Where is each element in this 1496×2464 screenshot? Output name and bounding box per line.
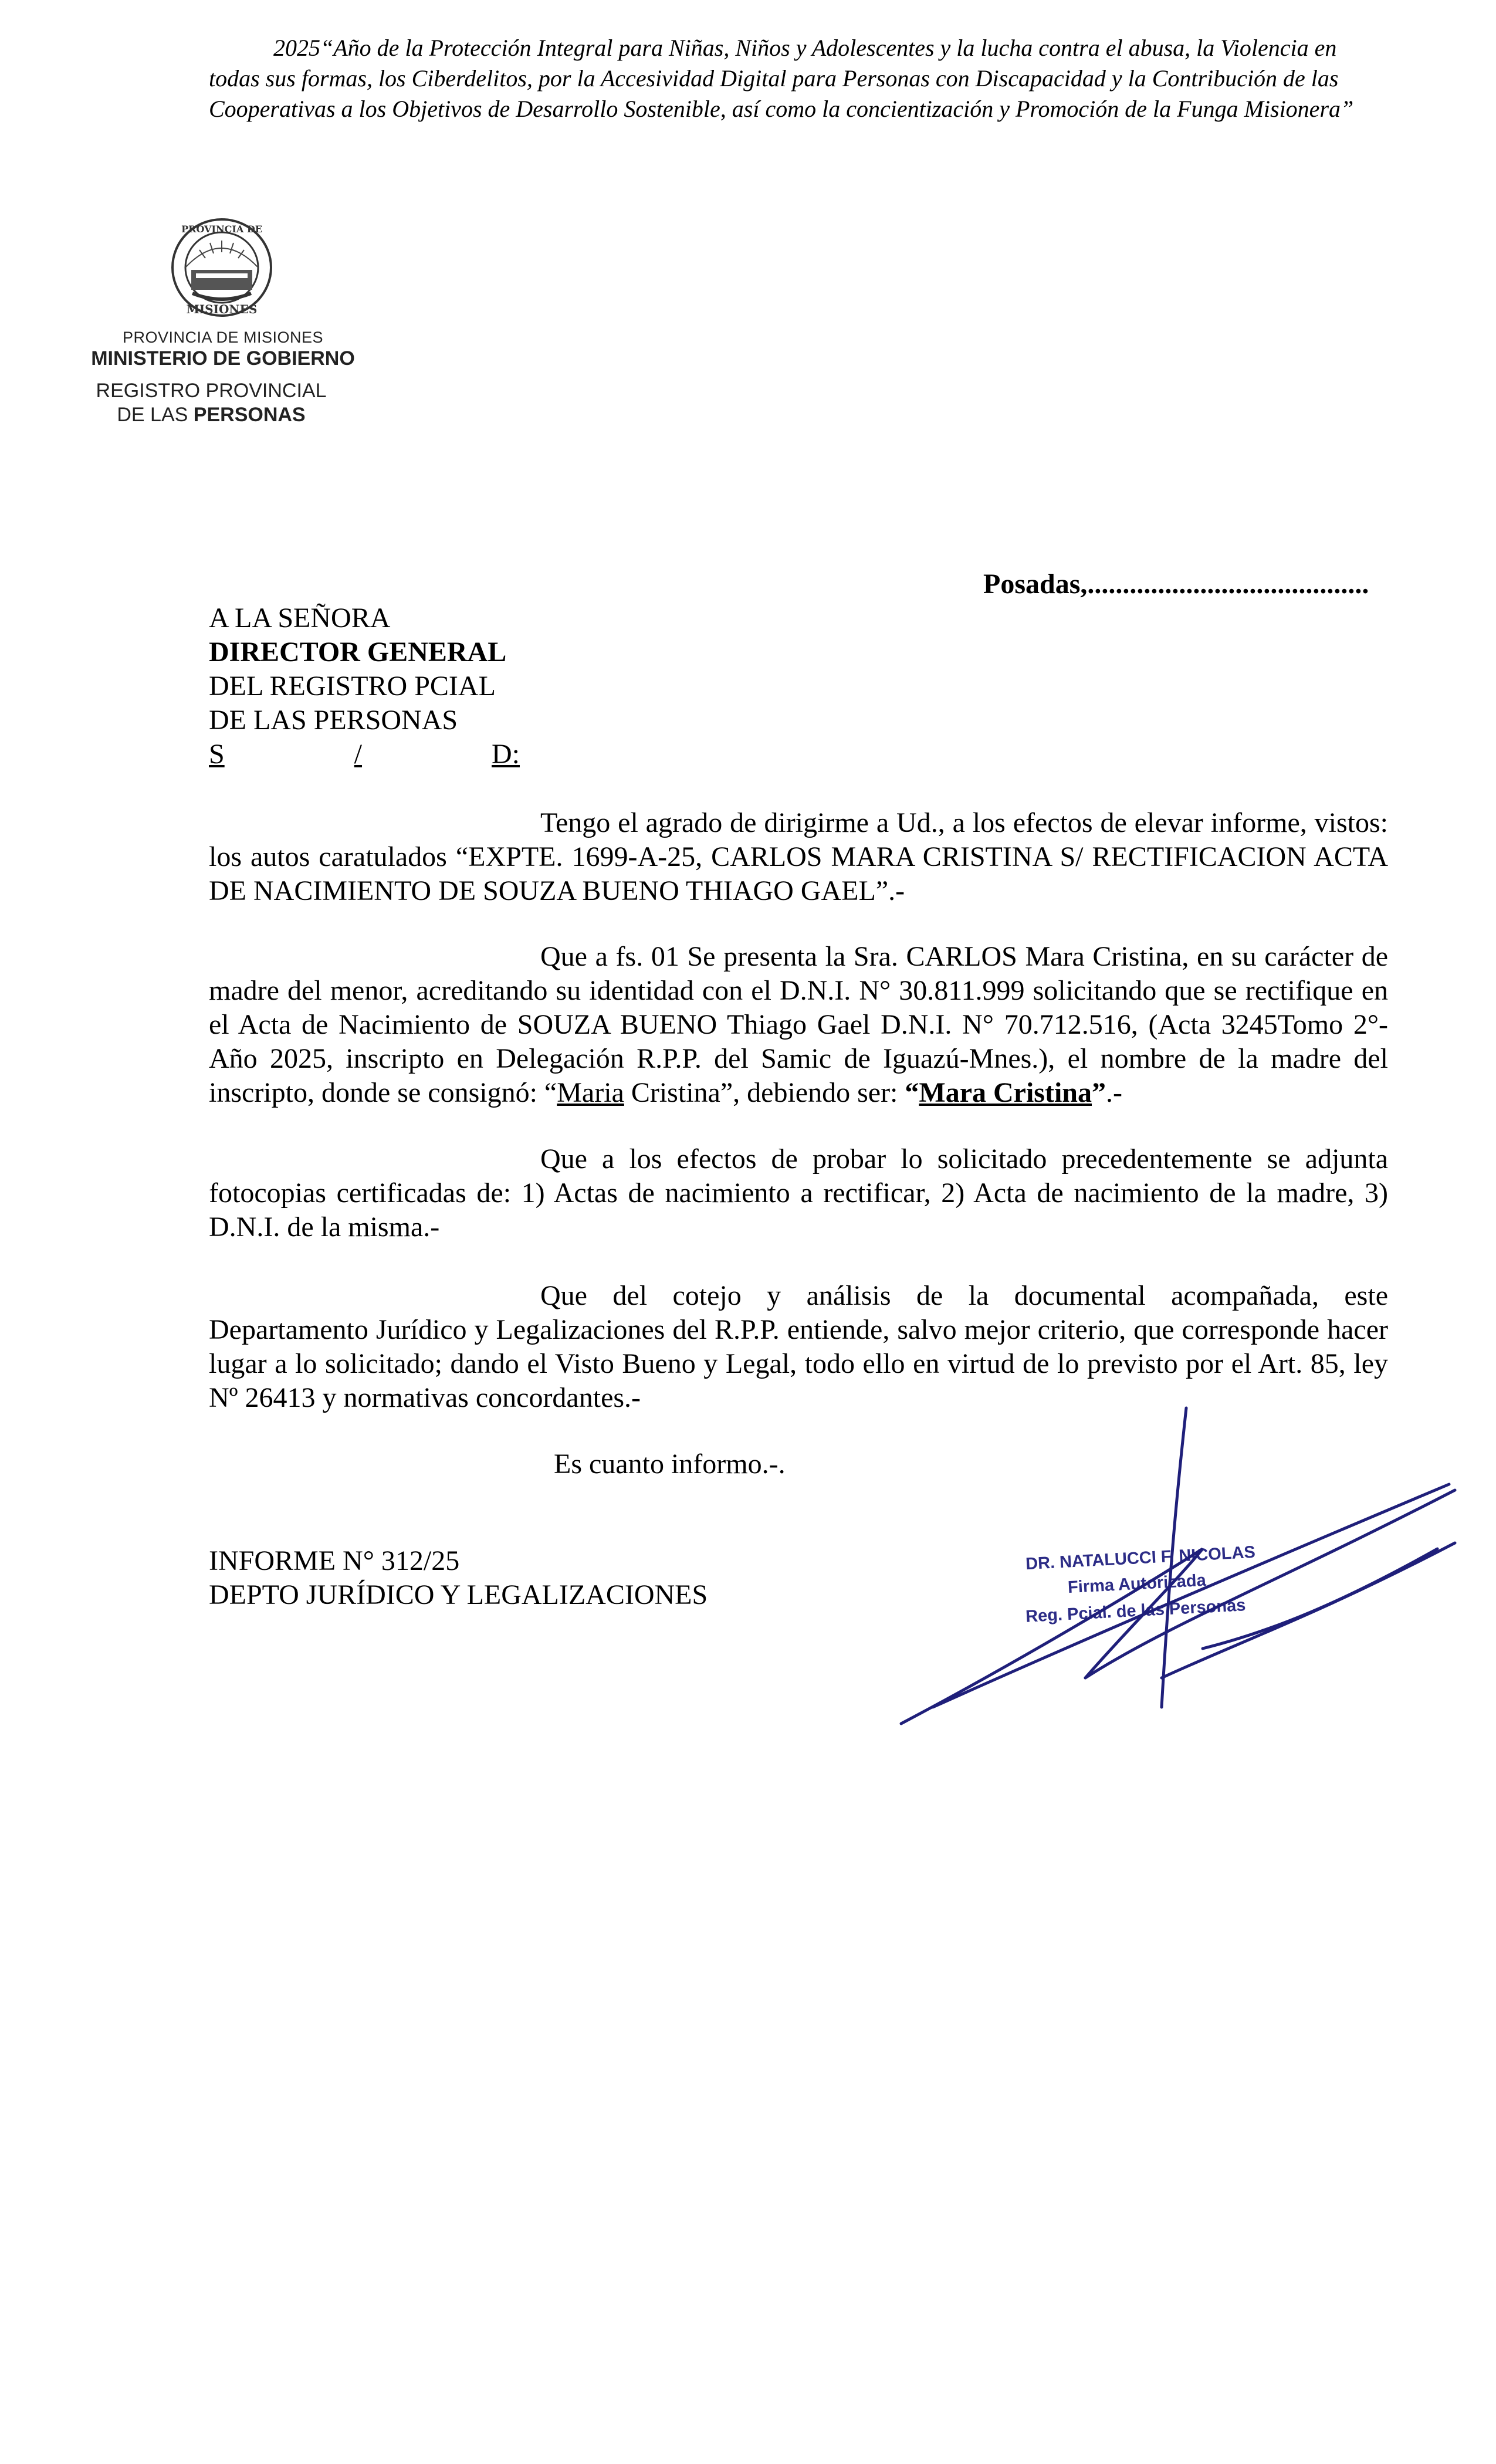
addressee-line4: DE LAS PERSONAS <box>209 705 458 736</box>
paragraph-intro: Tengo el agrado de dirigirme a Ud., a los efectos de elevar informe, vistos: los autos caratulados “EXPTE. 1699-A-25, CARLOS MARA CRISTINA S/ RECTIFICACION ACTA DE NACIMIENTO DE SOUZA BUENO THIAGO GAEL”.- <box>209 807 1388 906</box>
sd-slash: / <box>354 739 363 770</box>
correct-name: Mara Cristina <box>919 1077 1092 1108</box>
ministry-logo <box>82 217 364 434</box>
closing-line: Es cuanto informo.-. <box>554 1448 786 1480</box>
logo-personas: PERSONAS <box>193 404 306 426</box>
logo-de-las: DE LAS <box>117 404 188 426</box>
close-quote: ” <box>1092 1077 1106 1108</box>
department-name: DEPTO JURÍDICO Y LEGALIZACIONES <box>209 1579 708 1610</box>
logo-registry: REGISTRO PROVINCIAL <box>96 380 327 402</box>
request-end: .- <box>1106 1077 1122 1108</box>
svg-text:MISIONES <box>187 302 258 316</box>
paragraph-request <box>209 940 1388 1110</box>
addressee-block <box>209 601 520 771</box>
report-footer <box>209 1544 708 1612</box>
stamp-role: Firma Autorizada <box>1067 1571 1207 1597</box>
logo-province: PROVINCIA DE MISIONES <box>122 329 324 346</box>
provincial-seal-icon <box>169 217 275 318</box>
sd-s: S <box>209 739 225 770</box>
logo-ministry: MINISTERIO DE GOBIERNO <box>91 347 355 370</box>
signature-stamp <box>874 1402 1461 1754</box>
stamp-name: DR. NATALUCCI F. NICOLAS <box>1025 1542 1256 1574</box>
addressee-line1: A LA SEÑORA <box>209 603 391 634</box>
request-text-a: Que a fs. 01 Se presenta la Sra. CARLOS Mara Cristina, en su carácter de madre del menor, acreditando su identidad con el D.N.I. N° 30.811.999 solicitando que se rectifique en el Acta de Nacimiento de SOUZA BUENO Thiago Gael D.N.I. N° 70.712.516, (Acta 3245Tomo 2°-Año 2025, inscripto en Delegación R.P.P. del Samic de Iguazú-Mnes.), el nombre de la madre del inscripto, donde se consignó: “ <box>209 941 1388 1108</box>
seal-bottom-text: MISIONES <box>186 302 258 316</box>
paragraph-evidence: Que a los efectos de probar lo solicitado precedentemente se adjunta fotocopias certificadas de: 1) Actas de nacimiento a rectificar, 2) Acta de nacimiento de la madre, 3) D.N.I. de la misma.- <box>209 1143 1388 1243</box>
addressee-sd <box>209 737 520 771</box>
place-date: Posadas,........................................ <box>983 568 1369 600</box>
report-number: INFORME N° 312/25 <box>209 1545 460 1576</box>
open-quote: “ <box>905 1077 919 1108</box>
paragraph-conclusion: Que del cotejo y análisis de la documental acompañada, este Departamento Jurídico y Legalizaciones del R.P.P. entiende, salvo mejor criterio, que corresponde hacer lugar a lo solicitado; dando el Visto Bueno y Legal, todo ello en virtud de lo previsto por el Art. 85, ley Nº 26413 y normativas concordantes.- <box>209 1280 1388 1413</box>
stamp-registry: Reg. Pcial. de las Personas <box>1025 1596 1247 1626</box>
sd-d: D: <box>491 739 520 770</box>
handwritten-signature <box>874 1402 1461 1754</box>
addressee-title: DIRECTOR GENERAL <box>209 637 507 668</box>
request-text-b: Cristina”, debiendo ser: <box>624 1077 905 1108</box>
logo-registry-line2 <box>70 404 352 427</box>
svg-text:PROVINCIA DE <box>181 224 262 235</box>
seal-top-text: PROVINCIA DE <box>181 224 262 235</box>
header-motto: 2025“Año de la Protección Integral para Niñas, Niños y Adolescentes y la lucha contra el abusa, la Violencia en todas sus formas, los Ciberdelitos, por la Accesividad Digital para Personas con Discapacidad y la Contribución de las Cooperativas a los Objetivos de Desarrollo Sostenible, así como la concientización y Promoción de la Funga Misionera” <box>209 35 1354 122</box>
wrong-name: Maria <box>557 1077 624 1108</box>
addressee-line3: DEL REGISTRO PCIAL <box>209 671 496 702</box>
